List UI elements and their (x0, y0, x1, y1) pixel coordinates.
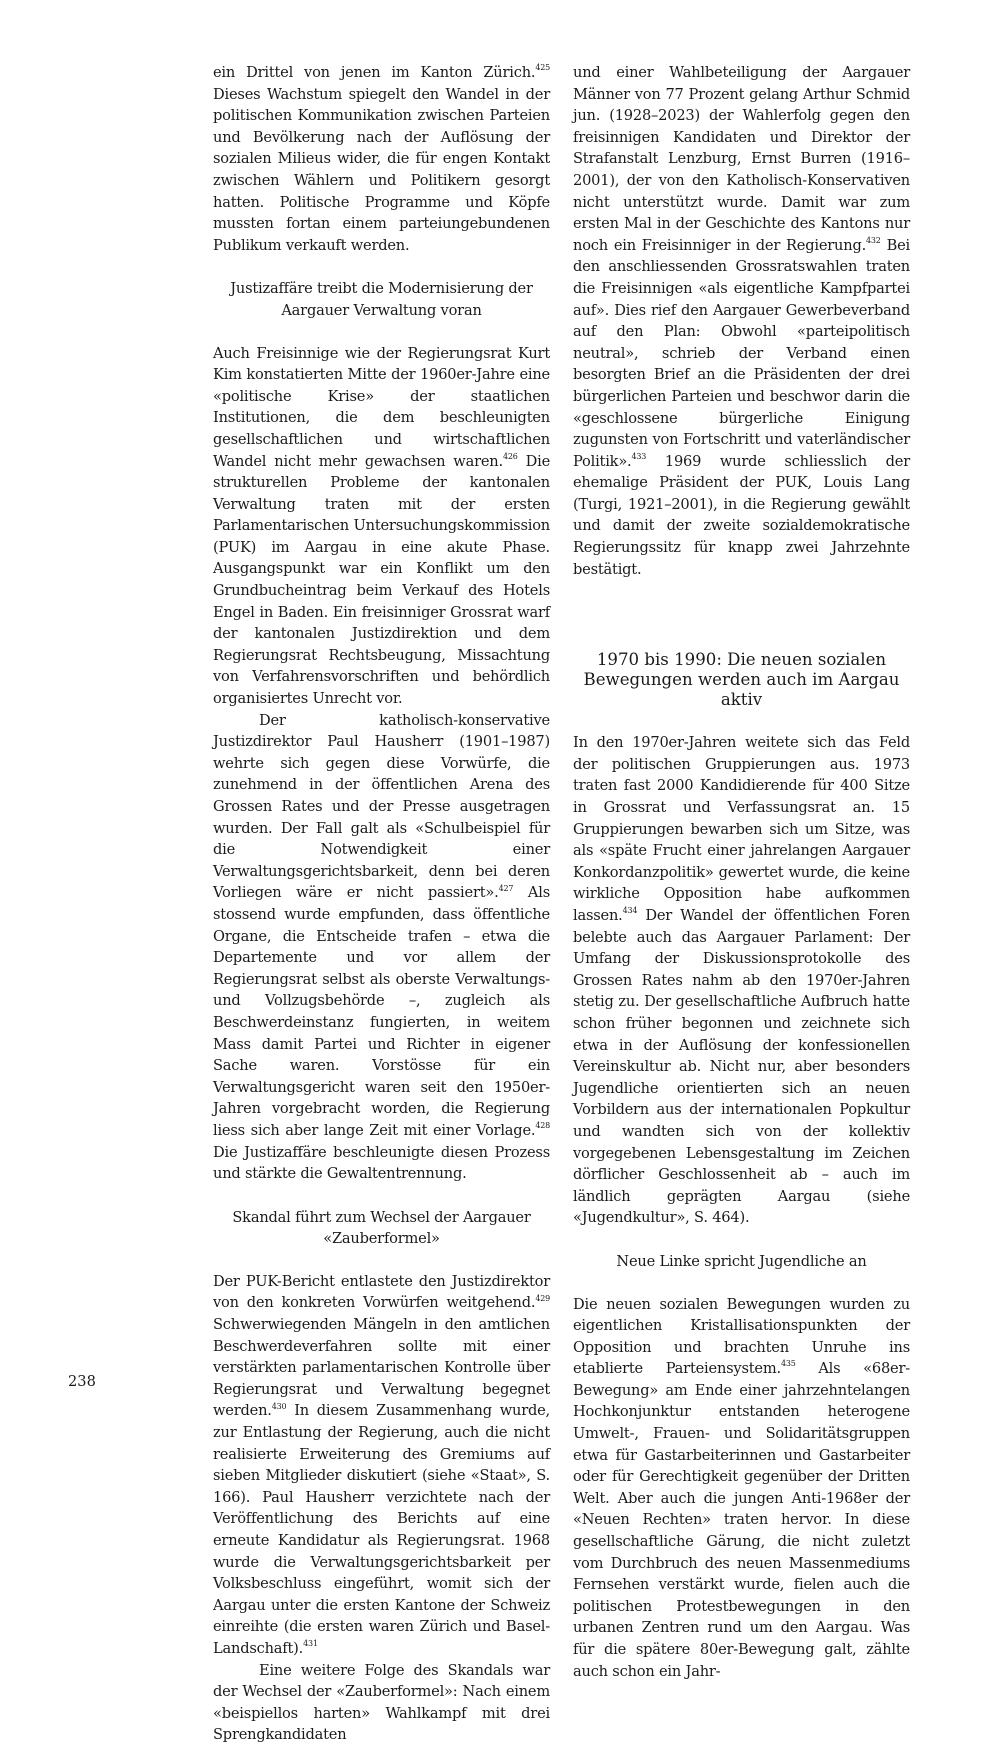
page-number: 238 (68, 1373, 96, 1390)
left-column (213, 62, 550, 1746)
footnote-ref[interactable]: 434 (622, 906, 638, 916)
paragraph: In den 1970er-Jahren weitete sich das Feld der politischen Gruppierungen aus. 1973 traten fast 2000 Kandidierende für 400 Sitze in Grossrat und Verfassungsrat an. 15 Gruppierungen bewarben sich um Sitze, was als «späte Frucht einer jahrelangen Aargauer Konkordanzpolitik» gewertet wurde, die keine wirkliche Opposition habe aufkommen lassen.$^{434}$ Der Wandel der öffentlichen Foren belebte auch das Aargauer Parlament: Der Umfang der Diskussionsprotokolle des Grossen Rates nahm ab den 1970er-Jahren stetig zu. Der gesellschaftliche Aufbruch hatte schon früher begonnen und zeichnete sich etwa in der Auflösung der konfessionellen Vereinskultur ab. Nicht nur, aber besonders Jugendliche orientierten sich an neuen Vorbildern aus der internationalen Popkultur und wandten sich von der kollektiv vorgegebenen Lebensgestaltung im Zeichen dörflicher Geschlossenheit ab – auch im ländlich geprägten Aargau (siehe «Jugendkultur», S. 464). (573, 734, 910, 1227)
paragraph: Der katholisch-konservative Justizdirektor Paul Hausherr (1901–1987) wehrte sich gegen diese Vorwürfe, die zunehmend in der öffentlichen Arena des Grossen Rates und der Presse ausgetragen wurden. Der Fall galt als «Schulbeispiel für die Notwendigkeit einer Verwaltungsgerichtsbarkeit, denn bei deren Vorliegen wäre er nicht passiert».$^{427}$ Als stossend wurde empfunden, dass öffentliche Organe, die Entscheide trafen – etwa die Departemente und vor allem der Regierungsrat selbst als oberste Verwaltungs- und Vollzugsbehörde –, zugleich als Beschwerdeinstanz fungierten, in weitem Mass damit Partei und Richter in eigener Sache waren. Vorstösse für ein Verwaltungsgericht waren seit den 1950er-Jahren vorgebracht worden, die Regierung liess sich aber lange Zeit mit einer Vorlage.$^{428}$ Die Justizaffäre beschleunigte diesen Prozess und stärkte die Gewaltentrennung. (213, 711, 550, 1183)
footnote-ref[interactable]: 432 (866, 235, 881, 245)
paragraph: ein Drittel von jenen im Kanton Zürich.$^{425}$ Dieses Wachstum spiegelt den Wandel in der politischen Kommunikation zwischen Parteien und Bevölkerung nach der Auflösung der sozialen Milieus wider, die für engen Kontakt zwischen Wählern und Politikern gesorgt hatten. Politische Programme und Köpfe mussten fortan einem parteiungebundenen Publikum verkauft werden. (213, 63, 550, 254)
footnote-ref[interactable]: 428 (535, 1121, 550, 1131)
paragraph: und einer Wahlbeteiligung der Aargauer Männer von 77 Prozent gelang Arthur Schmid jun. (1928–2023) der Wahlerfolg gegen den freisinnigen Kandidaten und Direktor der Strafanstalt Lenzburg, Ernst Burren (1916–2001), der von den Katholisch-Konservativen nicht unterstützt wurde. Damit war zum ersten Mal in der Geschichte des Kantons nur noch ein Freisinniger in der Regierung.$^{432}$ Bei den anschliessenden Grossratswahlen traten die Freisinnigen «als eigentliche Kampfpartei auf». Dies rief den Aargauer Gewerbeverband auf den Plan: Obwohl «parteipolitisch neutral», schrieb der Verband einen besorgten Brief an die Präsidenten der drei bürgerlichen Parteien und beschwor darin die «geschlossene bürgerliche Einigung zugunsten von Fortschritt und vaterländischer Politik».$^{433}$ 1969 wurde schliesslich der ehemalige Präsident der PUK, Louis Lang (Turgi, 1921–2001), in die Regierung gewählt und damit der zweite sozialdemokratische Regierungssitz für knapp zwei Jahrzehnte bestätigt. (573, 64, 910, 578)
subheading: Justizaffäre treibt die Modernisierung der Aargauer Verwaltung voran (230, 280, 533, 319)
footnote-ref[interactable]: 430 (271, 1401, 287, 1411)
footnote-ref[interactable]: 435 (780, 1359, 796, 1369)
paragraph: Eine weitere Folge des Skandals war der Wechsel der «Zauberformel»: Nach einem «beispiellos harten» Wahlkampf mit drei Sprengkandidaten (213, 1661, 550, 1744)
footnote-ref[interactable]: 426 (502, 451, 518, 461)
paragraph: Die neuen sozialen Bewegungen wurden zu eigentlichen Kristallisationspunkten der Opposition und brachten Unruhe ins etablierte Parteiensystem.$^{435}$ Als «68er-Bewegung» am Ende einer jahrzehntelangen Hochkonjunktur entstanden heterogene Umwelt-, Frauen- und Solidaritätsgruppen etwa für Gastarbeiterinnen und Gastarbeiter oder für Gerechtigkeit gegenüber der Dritten Welt. Aber auch die jungen Anti-1968er der «Neuen Rechten» traten hervor. In diese gesellschaftliche Gärung, die nicht zuletzt vom Durchbruch des neuen Massenmediums Fernsehen verstärkt wurde, fielen auch die politischen Protestbewegungen in den urbanen Zentren rund um den Aargau. Was für die spätere 80er-Bewegung galt, zählte auch schon ein Jahr- (573, 1295, 910, 1680)
paragraph: Der PUK-Bericht entlastete den Justizdirektor von den konkreten Vorwürfen weitgehend.$^{429}$ Schwerwiegenden Mängeln in den amtlichen Beschwerdeverfahren sollte mit einer verstärkten parlamentarischen Kontrolle über Regierungsrat und Verwaltung begegnet werden.$^{430}$ In diesem Zusammenhang wurde, zur Entlastung der Regierung, auch die nicht realisierte Erweiterung des Gremiums auf sieben Mitglieder diskutiert (siehe «Staat», S. 166). Paul Hausherr verzichtete nach der Veröffentlichung des Berichts auf eine erneute Kandidatur als Regierungsrat. 1968 wurde die Verwaltungsgerichtsbarkeit per Volksbeschluss eingeführt, womit sich der Aargau unter die ersten Kantone der Schweiz einreihte (die ersten waren Zürich und Basel-Landschaft).$^{431}$ (213, 1272, 550, 1657)
footnote-ref[interactable]: 427 (498, 883, 514, 893)
footnote-ref[interactable]: 429 (535, 1293, 550, 1303)
footnote-ref[interactable]: 433 (631, 451, 647, 461)
footnote-ref[interactable]: 431 (303, 1639, 318, 1649)
paragraph: Auch Freisinnige wie der Regierungsrat Kurt Kim konstatierten Mitte der 1960er-Jahre eine «politische Krise» der staatlichen Institutionen, die dem beschleunigten gesellschaftlichen und wirtschaftlichen Wandel nicht mehr gewachsen waren.$^{426}$ Die strukturellen Probleme der kantonalen Verwaltung traten mit der ersten Parlamentarischen Untersuchungskommission (PUK) im Aargau in eine akute Phase. Ausgangspunkt war ein Konflikt um den Grundbucheintrag beim Verkauf des Hotels Engel in Baden. Ein freisinniger Grossrat warf der kantonalen Justizdirektion und dem Regierungsrat Rechtsbeugung, Missachtung von Verfahrensvorschriften und behördlich organisiertes Unrecht vor. (213, 344, 551, 708)
right-column (573, 62, 910, 1682)
section-heading: 1970 bis 1990: Die neuen sozialen Bewegungen werden auch im Aargau aktiv (583, 650, 900, 710)
subheading: Neue Linke spricht Jugendliche an (616, 1252, 867, 1270)
subheading: Skandal führt zum Wechsel der Aargauer «Zauberformel» (232, 1208, 531, 1248)
footnote-ref[interactable]: 425 (535, 63, 550, 73)
